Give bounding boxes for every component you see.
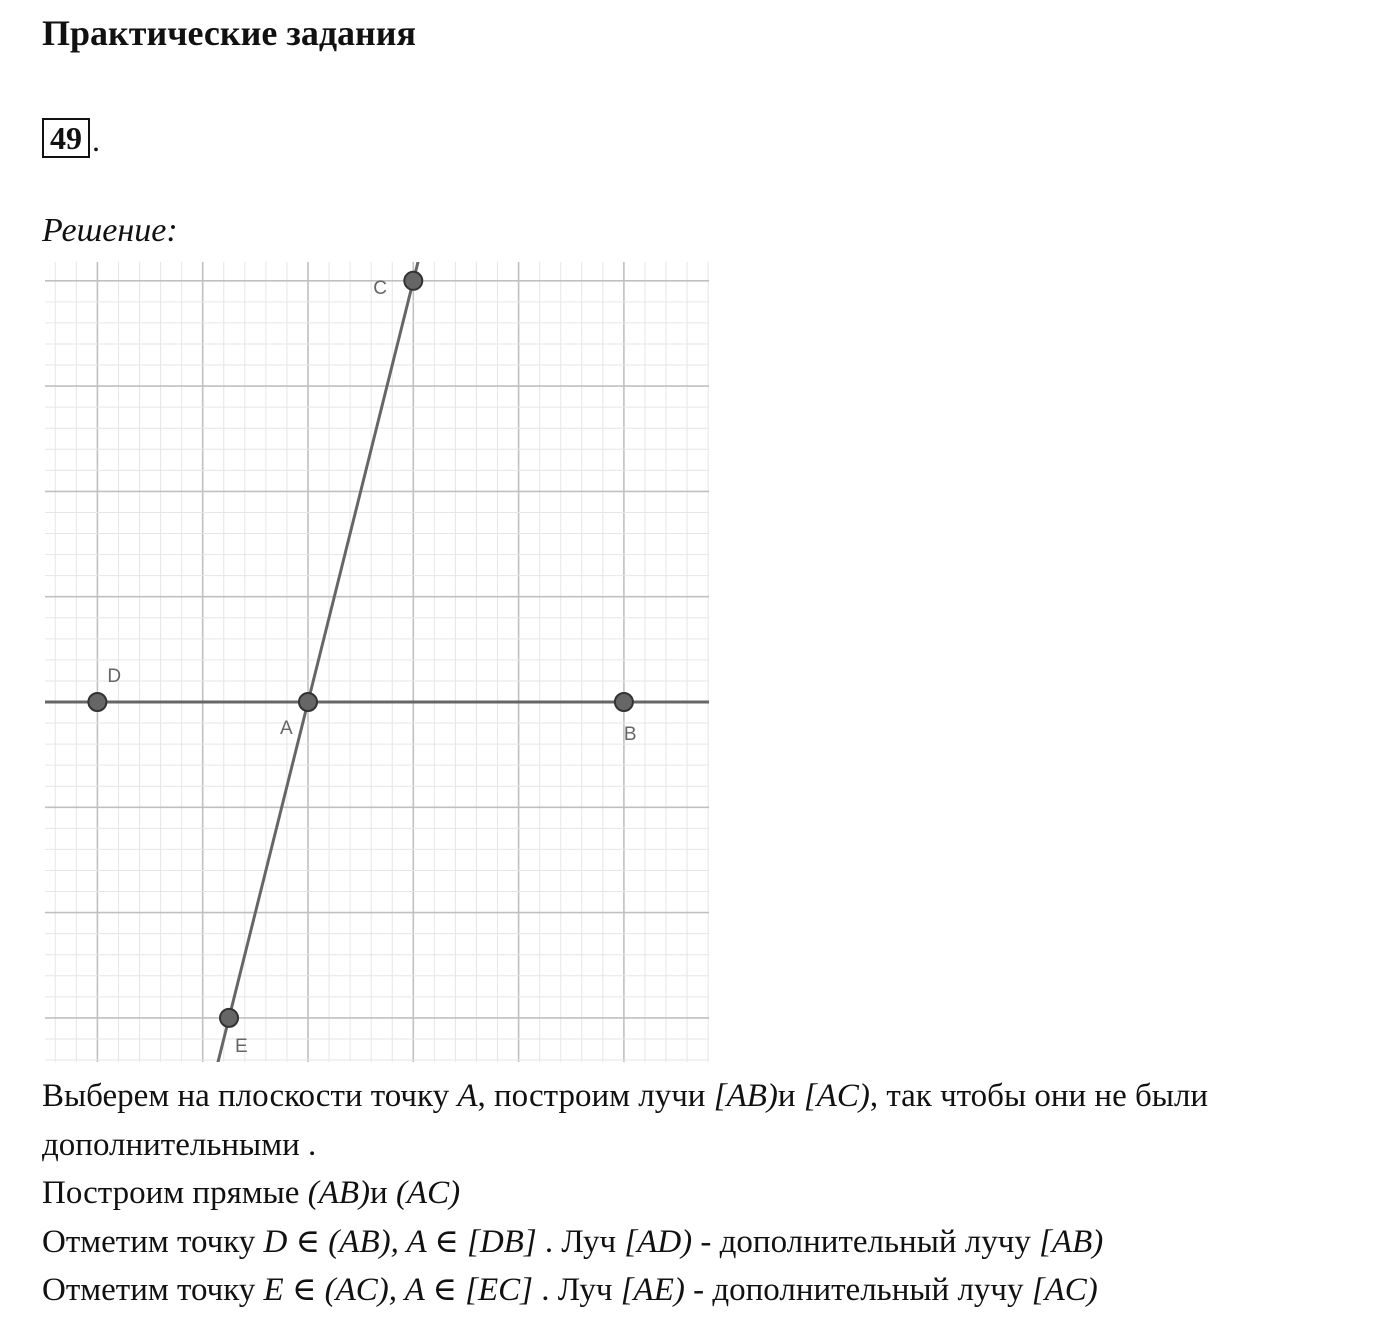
grid (45, 262, 709, 1062)
text-run: Выберем на плоскости точку (42, 1078, 458, 1114)
point-e (220, 1009, 238, 1027)
point-b (615, 693, 633, 711)
text-run: Отметим точку (42, 1272, 264, 1308)
math-run: [AD) (624, 1223, 693, 1260)
math-run: [AC) (803, 1078, 870, 1114)
text-run: . Луч (536, 1223, 625, 1260)
math-run: [AB) (1039, 1223, 1104, 1260)
text-run: , построим лучи (477, 1078, 714, 1114)
math-run: [AC) (1031, 1272, 1098, 1308)
paragraph-4 (42, 1266, 1372, 1315)
math-run: [AE) (620, 1272, 685, 1308)
solution-label: Решение: (42, 212, 178, 249)
solution-text (42, 1072, 1372, 1315)
math-run: A (457, 1078, 478, 1114)
point-label-d: D (107, 666, 122, 687)
text-run: Построим прямые (42, 1175, 308, 1211)
math-run: E ∈ (AC), A ∈ [EC] (263, 1272, 534, 1308)
point-label-c: C (373, 277, 388, 299)
math-run: (AC) (395, 1175, 461, 1211)
point-a (299, 693, 317, 711)
point-label-e: E (235, 1035, 248, 1057)
math-run: D ∈ (AB), A ∈ [DB] (263, 1223, 537, 1260)
task-number-box: 49 (42, 118, 90, 158)
point-d (88, 693, 106, 711)
text-run: , так чтобы они не были дополнительными . (42, 1078, 1209, 1163)
section-title: Практические задания (42, 13, 416, 53)
point-c (404, 272, 422, 290)
text-run: и (777, 1078, 804, 1114)
point-label-b: B (623, 724, 637, 745)
math-run: (AB) (307, 1175, 371, 1211)
paragraph-1 (42, 1072, 1372, 1169)
points (88, 272, 633, 1027)
task-number-dot: . (92, 122, 100, 158)
text-run: - дополнительный лучу (684, 1272, 1032, 1308)
text-run: . Луч (533, 1272, 621, 1308)
text-run: и (370, 1175, 396, 1211)
math-run: [AB) (713, 1078, 778, 1114)
point-labels (107, 278, 636, 1057)
point-label-a: A (280, 718, 293, 739)
paragraph-3 (42, 1218, 1372, 1267)
text-run: Отметим точку (42, 1223, 264, 1260)
text-run: - дополнительный лучу (692, 1223, 1040, 1260)
paragraph-2 (42, 1169, 1372, 1218)
